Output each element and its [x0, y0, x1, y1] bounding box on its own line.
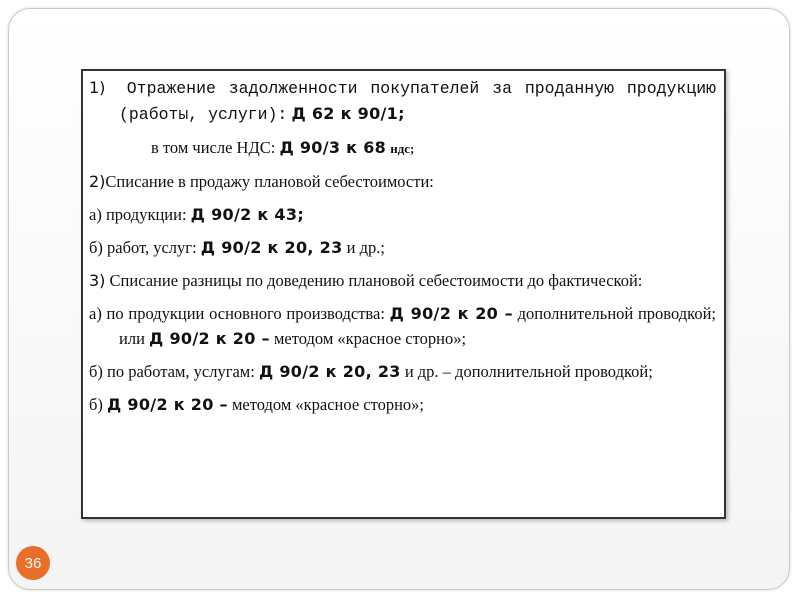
paragraph-3a [89, 301, 716, 351]
paragraph-vat [89, 135, 716, 161]
accounting-entry: Д 90/2 к 20, 23 [258, 362, 401, 381]
paragraph-end: методом «красное сторно»; [273, 329, 467, 348]
accounting-entry: Д 62 к 90/1 [291, 104, 399, 123]
punctuation: ; [398, 104, 405, 123]
paragraph-text: б) работ, услуг: [89, 238, 197, 257]
accounting-entry: Д 90/2 к 20 – [149, 329, 270, 348]
page-number: 36 [24, 554, 42, 572]
paragraph-text: а) продукции: [89, 205, 187, 224]
content-box [81, 69, 726, 519]
paragraph-text: Списание разницы по доведению плановой себестоимости до фактической: [109, 271, 643, 290]
item-number: 2) [89, 172, 106, 191]
accounting-entry: Д 90/3 к 68 [279, 138, 387, 157]
paragraph-1 [89, 75, 716, 127]
paragraph-text: б) [89, 395, 103, 414]
item-number: 3) [89, 271, 106, 290]
paragraph-3c [89, 392, 716, 417]
punctuation: ; [297, 205, 305, 224]
paragraph-2 [89, 169, 716, 194]
paragraph-text: Отражение задолженности покупателей за проданную продукцию (работы, услуги): [119, 79, 717, 124]
accounting-entry: Д 90/2 к 20 – [107, 395, 228, 414]
item-number: 1) [89, 78, 106, 97]
accounting-entry: Д 90/2 к 20 – [389, 304, 513, 323]
paragraph-text: а) по продукции основного производства: [89, 304, 385, 323]
paragraph-text-mid: дополнительной проводкой; или [119, 304, 716, 348]
paragraph-3b [89, 359, 716, 384]
paragraph-2a [89, 202, 716, 227]
paragraph-text: б) по работам, услугам: [89, 362, 255, 381]
paragraph-end: методом «красное сторно»; [231, 395, 425, 414]
paragraph-2b [89, 235, 716, 260]
page-number-badge [16, 546, 50, 580]
entry-suffix: ндс; [390, 141, 415, 156]
paragraph-text: Списание в продажу плановой себестоимости: [105, 172, 434, 191]
accounting-entry: Д 90/2 к 20, 23 [200, 238, 343, 257]
paragraph-end: и др.; [346, 238, 385, 257]
paragraph-text: в том числе НДС: [151, 138, 276, 157]
accounting-entry: Д 90/2 к 43 [190, 205, 298, 224]
paragraph-end: и др. – дополнительной проводкой; [404, 362, 653, 381]
paragraph-3 [89, 268, 716, 293]
